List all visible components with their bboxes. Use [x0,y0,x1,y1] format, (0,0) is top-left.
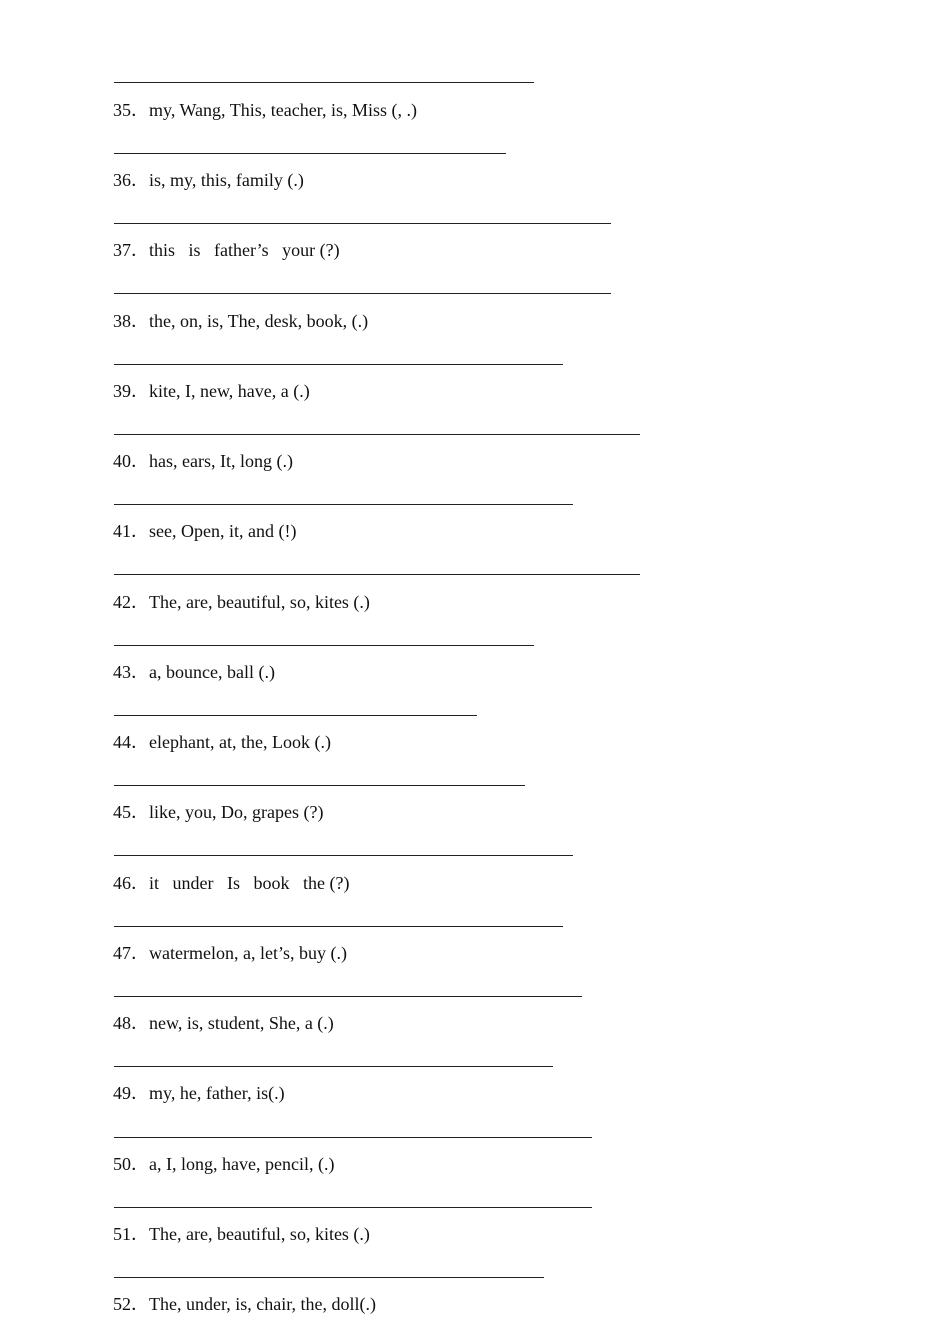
question-text: The, are, beautiful, so, kites (.) [149,592,370,612]
question-42 [113,591,370,613]
question-text: it under Is book the (?) [149,873,350,893]
question-number: 40． [113,451,149,471]
question-number: 48． [113,1013,149,1033]
answer-line[interactable] [114,574,640,575]
answer-line[interactable] [114,926,563,927]
question-41 [113,520,296,542]
question-49 [113,1082,285,1104]
question-44 [113,731,331,753]
question-text: my, Wang, This, teacher, is, Miss (, .) [149,100,417,120]
question-text: the, on, is, The, desk, book, (.) [149,311,369,331]
question-45 [113,801,323,823]
question-number: 43． [113,662,149,682]
question-number: 47． [113,943,149,963]
question-number: 41． [113,521,149,541]
question-number: 38． [113,311,149,331]
answer-line[interactable] [114,645,534,646]
question-48 [113,1012,334,1034]
question-text: elephant, at, the, Look (.) [149,732,331,752]
question-text: has, ears, It, long (.) [149,451,293,471]
answer-line[interactable] [114,364,563,365]
answer-line[interactable] [114,434,640,435]
answer-line[interactable] [114,855,573,856]
question-number: 52． [113,1294,149,1314]
question-text: new, is, student, She, a (.) [149,1013,334,1033]
question-47 [113,942,347,964]
question-number: 50． [113,1154,149,1174]
answer-line[interactable] [114,1277,544,1278]
question-50 [113,1153,334,1175]
question-40 [113,450,293,472]
question-text: The, are, beautiful, so, kites (.) [149,1224,370,1244]
question-number: 37． [113,240,149,260]
answer-line[interactable] [114,82,534,83]
answer-line[interactable] [114,223,611,224]
question-43 [113,661,275,683]
question-number: 51． [113,1224,149,1244]
question-text: The, under, is, chair, the, doll(.) [149,1294,376,1314]
question-37 [113,239,340,261]
question-number: 49． [113,1083,149,1103]
question-text: my, he, father, is(.) [149,1083,285,1103]
answer-line[interactable] [114,996,582,997]
question-number: 42． [113,592,149,612]
question-text: like, you, Do, grapes (?) [149,802,324,822]
question-number: 39． [113,381,149,401]
question-36 [113,169,304,191]
question-number: 35． [113,100,149,120]
question-text: watermelon, a, let’s, buy (.) [149,943,347,963]
question-text: kite, I, new, have, a (.) [149,381,310,401]
answer-line[interactable] [114,1066,553,1067]
answer-line[interactable] [114,715,477,716]
answer-line[interactable] [114,153,506,154]
answer-line[interactable] [114,1207,592,1208]
question-text: this is father’s your (?) [149,240,340,260]
question-38 [113,310,368,332]
answer-line[interactable] [114,1137,592,1138]
question-number: 45． [113,802,149,822]
answer-line[interactable] [114,504,573,505]
question-text: a, bounce, ball (.) [149,662,275,682]
question-text: is, my, this, family (.) [149,170,304,190]
question-35 [113,99,417,121]
question-39 [113,380,310,402]
question-46 [113,872,349,894]
question-text: a, I, long, have, pencil, (.) [149,1154,335,1174]
question-52 [113,1293,376,1315]
answer-line[interactable] [114,785,525,786]
question-51 [113,1223,370,1245]
question-number: 44． [113,732,149,752]
question-number: 36． [113,170,149,190]
question-number: 46． [113,873,149,893]
question-text: see, Open, it, and (!) [149,521,297,541]
answer-line[interactable] [114,293,611,294]
